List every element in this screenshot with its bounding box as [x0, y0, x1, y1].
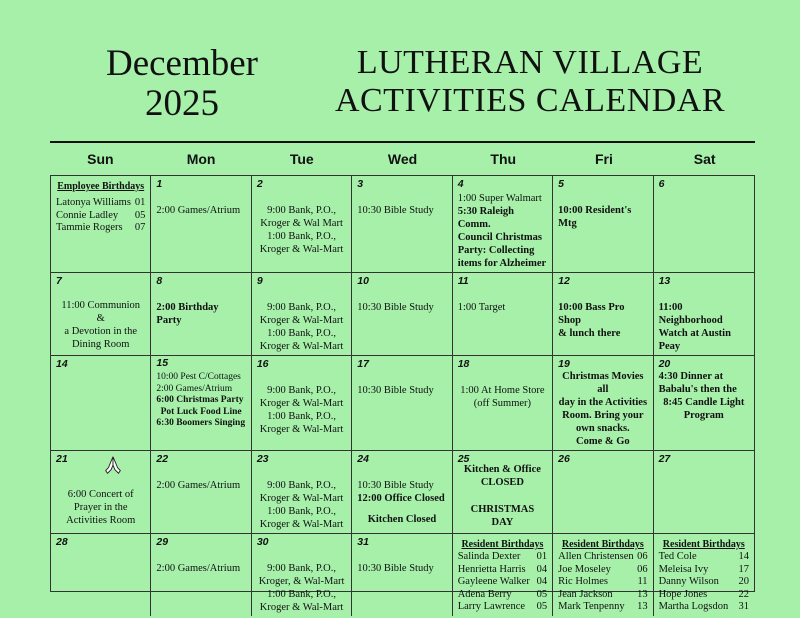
birthday-entry: Henrietta Harris 04	[457, 563, 548, 575]
day-cell-8	[151, 273, 251, 356]
birthday-entry: Martha Logsdon 31	[658, 601, 749, 612]
day-number: 11	[457, 275, 469, 287]
day-cell-3	[352, 176, 452, 273]
day-cell-18	[453, 356, 553, 451]
birthday-entry: Salinda Dexter 01	[457, 551, 548, 562]
birthday-entry: Danny Wilson 20	[658, 576, 749, 587]
event-text: Pot Luck Food Line	[160, 406, 242, 417]
day-cell-26	[553, 451, 653, 534]
resident-birthdays-heading: Resident Birthdays	[461, 539, 544, 550]
day-cell-29	[151, 534, 251, 616]
day-cell-19	[553, 356, 653, 451]
event-text: Come & Go	[576, 436, 630, 447]
day-number: 28	[56, 536, 68, 548]
weekday-wed: Wed	[387, 151, 418, 167]
day-cell-23	[252, 451, 352, 534]
event-text: 6:30 Boomers Singing	[156, 418, 246, 428]
event-text: Kroger & Wal-Mart	[259, 519, 344, 530]
day-cell-10	[352, 273, 452, 356]
weekday-tue: Tue	[289, 151, 314, 167]
day-cell-12	[553, 273, 653, 356]
event-text: Kroger & Wal-Mart	[259, 398, 344, 409]
day-cell-16	[252, 356, 352, 451]
birthday-entry: Joe Moseley 06	[558, 563, 648, 575]
event-text: Kitchen Closed	[367, 514, 437, 525]
month-year-heading	[64, 44, 300, 124]
day-number: 22	[156, 453, 169, 465]
event-text: Program	[683, 410, 724, 421]
day-cell-21	[51, 451, 151, 534]
event-text: 10:30 Bible Study	[357, 480, 434, 491]
event-text: 10:30 Bible Study	[357, 205, 434, 216]
event-text: 1:00 At Home Store	[460, 385, 545, 396]
event-text: Kroger & Wal-Mart	[259, 244, 344, 255]
day-cell-11	[453, 273, 553, 356]
day-cell-27	[654, 451, 754, 534]
event-text: 9:00 Bank, P.O.,	[267, 385, 336, 396]
event-text: 2:00 Games/Atrium	[156, 563, 241, 574]
day-cell-28	[51, 534, 151, 616]
event-text: (off Summer)	[473, 398, 532, 409]
day-cell-6	[654, 176, 754, 273]
month-label: December	[105, 43, 258, 84]
day-number: 21	[56, 453, 68, 465]
day-number: 7	[56, 275, 62, 287]
day-number: 1	[156, 178, 163, 190]
birthday-entry: Tammie Rogers 07	[56, 222, 146, 233]
day-number: 6	[658, 178, 665, 190]
weekday-thu: Thu	[490, 151, 517, 167]
event-text: 2:00 Games/Atrium	[156, 205, 241, 216]
weekday-mon: Mon	[186, 151, 216, 167]
day-cell-9	[252, 273, 352, 356]
event-text: CLOSED	[480, 477, 525, 488]
day-number: 26	[558, 453, 570, 465]
event-text: Kroger, & Wal-Mart	[258, 576, 345, 587]
event-text: DAY	[491, 517, 514, 528]
day-number: 18	[457, 358, 470, 370]
event-text: Room. Bring your	[562, 410, 644, 421]
birthday-entry: Ted Cole 14	[658, 551, 749, 562]
day-number: 2	[256, 178, 263, 190]
day-cell-24	[352, 451, 452, 534]
event-text: Peay	[658, 341, 681, 352]
day-number: 29	[156, 536, 169, 548]
day-number: 15	[156, 357, 169, 369]
day-cell-31	[352, 534, 452, 616]
resident-birthdays-heading: Resident Birthdays	[662, 539, 745, 550]
birthday-entry: Allen Christensen 06	[558, 551, 648, 562]
day-number: 12	[558, 275, 570, 287]
day-cell-14	[51, 356, 151, 451]
birthday-entry: Meleisa Ivy 17	[658, 563, 749, 575]
day-cell-25	[453, 451, 553, 534]
resident-birthdays-sat	[654, 534, 754, 616]
birthday-entry: Mark Tenpenny 13	[558, 601, 648, 612]
event-text: 10:00 Bass Pro Shop	[558, 302, 625, 326]
day-cell-22	[151, 451, 251, 534]
event-text: Kroger & Wal Mart	[260, 218, 343, 229]
event-text: Prayer in the	[73, 502, 128, 513]
event-text: 9:00 Bank, P.O.,	[267, 480, 336, 491]
event-text: 10:30 Bible Study	[357, 302, 434, 313]
event-text: CHRISTMAS	[470, 504, 535, 515]
day-number: 30	[256, 536, 269, 548]
day-number: 5	[558, 178, 564, 190]
event-text: 10:00 Resident's Mtg	[558, 205, 632, 229]
event-text: 1:00 Bank, P.O.,	[267, 231, 336, 242]
day-cell-2	[252, 176, 352, 273]
day-number: 27	[658, 453, 671, 465]
event-text: 6:00 Christmas Party	[156, 395, 244, 405]
day-cell-4	[453, 176, 553, 273]
day-number: 4	[457, 178, 464, 190]
day-number: 23	[256, 453, 269, 465]
birthday-entry: Ric Holmes 11	[558, 576, 648, 587]
event-text: Kroger & Wal-Mart	[259, 424, 344, 435]
title-line-1: LUTHERAN VILLAGE	[356, 44, 704, 81]
event-text: Activities Room	[66, 515, 136, 526]
day-number: 17	[357, 358, 369, 370]
event-text: 10:00 Pest C/Cottages	[156, 372, 241, 382]
weekday-header	[50, 149, 755, 171]
title-divider	[50, 141, 755, 143]
event-text: 9:00 Bank, P.O.,	[267, 302, 336, 313]
resident-birthdays-thu	[453, 534, 553, 616]
event-text: Kitchen & Office	[463, 464, 541, 475]
praying-hands-icon	[102, 454, 124, 476]
day-number: 14	[56, 358, 68, 370]
resident-birthdays-heading: Resident Birthdays	[561, 539, 644, 550]
day-number: 3	[357, 178, 364, 190]
event-text: Council Christmas	[457, 232, 543, 243]
event-text: 5:30 Raleigh Comm.	[457, 206, 514, 230]
weekday-fri: Fri	[595, 151, 613, 167]
event-text: 1:00 Super Walmart	[457, 193, 542, 204]
event-text: 10:30 Bible Study	[357, 385, 434, 396]
event-text: Kroger & Wal-Mart	[259, 315, 344, 326]
day-number: 19	[558, 358, 570, 370]
event-text: items for Alzheimer	[457, 258, 547, 269]
resident-birthdays-fri	[553, 534, 653, 616]
event-text: 8:45 Candle Light	[663, 397, 745, 408]
event-text: 9:00 Bank, P.O.,	[267, 563, 336, 574]
event-text: 1:00 Bank, P.O.,	[267, 506, 336, 517]
event-text: own snacks.	[576, 423, 630, 434]
event-text: 9:00 Bank, P.O.,	[267, 205, 336, 216]
event-text: 1:00 Bank, P.O.,	[267, 328, 336, 339]
birthday-entry: Larry Lawrence 05	[457, 601, 548, 612]
day-number: 8	[156, 275, 163, 287]
year-label: 2025	[145, 83, 219, 124]
day-number: 10	[357, 275, 369, 287]
day-number: 16	[256, 358, 269, 370]
day-number: 9	[256, 275, 263, 287]
day-cell-20	[654, 356, 754, 451]
birthday-entry: Adena Berry 05	[457, 588, 548, 600]
day-cell-5	[553, 176, 653, 273]
day-number: 31	[357, 536, 369, 548]
birthday-entry: Latonya Williams 01	[56, 197, 146, 208]
event-text: 11:00 Neighborhood	[658, 302, 723, 326]
event-text: 2:00 Games/Atrium	[156, 480, 241, 491]
weekday-sun: Sun	[87, 151, 114, 167]
event-text: Kroger & Wal-Mart	[259, 602, 344, 613]
event-text: Dining Room	[71, 339, 130, 350]
calendar-grid	[50, 175, 755, 613]
weekday-sat: Sat	[693, 151, 716, 167]
event-text: Party: Collecting	[457, 245, 535, 256]
event-text: & lunch there	[558, 328, 621, 339]
event-text: Christmas Movies all	[562, 371, 644, 395]
day-number: 25	[457, 453, 470, 465]
day-number: 24	[357, 453, 369, 465]
event-text: Kroger & Wal-Mart	[259, 341, 344, 352]
event-text: 1:00 Target	[457, 302, 506, 313]
event-text: 1:00 Bank, P.O.,	[267, 589, 336, 600]
day-cell-7	[51, 273, 151, 356]
event-text: day in the Activities	[558, 397, 648, 408]
day-cell-30	[252, 534, 352, 616]
employee-birthdays-cell	[51, 176, 151, 273]
event-text: Kroger & Wal-Mart	[259, 493, 344, 504]
day-number: 13	[658, 275, 671, 287]
birthday-entry: Gayleene Walker 04	[457, 576, 548, 587]
event-text: 1:00 Bank, P.O.,	[267, 411, 336, 422]
day-cell-13	[654, 273, 754, 356]
birthday-entry: Jean Jackson 13	[558, 588, 648, 600]
event-text: 11:00 Communion &	[61, 300, 141, 324]
event-text: 2:00 Birthday Party	[156, 302, 219, 326]
day-cell-15	[151, 356, 251, 451]
event-text: 6:00 Concert of	[67, 489, 134, 500]
day-cell-1	[151, 176, 251, 273]
birthday-entry: Connie Ladley 05	[56, 209, 146, 221]
birthday-entry: Hope Jones 22	[658, 588, 749, 600]
event-text: Babalu's then the	[658, 384, 737, 395]
title-line-2: ACTIVITIES CALENDAR	[334, 82, 726, 119]
event-text: a Devotion in the	[64, 326, 138, 337]
day-number: 20	[658, 358, 671, 370]
employee-birthdays-heading: Employee Birthdays	[57, 181, 145, 192]
event-text: 4:30 Dinner at	[658, 371, 724, 382]
event-text: Watch at Austin	[658, 328, 731, 339]
event-text: 2:00 Games/Atrium	[156, 383, 233, 394]
day-cell-17	[352, 356, 452, 451]
calendar-title	[320, 44, 740, 120]
event-text: 12:00 Office Closed	[357, 493, 445, 504]
event-text: 10:30 Bible Study	[357, 563, 434, 574]
